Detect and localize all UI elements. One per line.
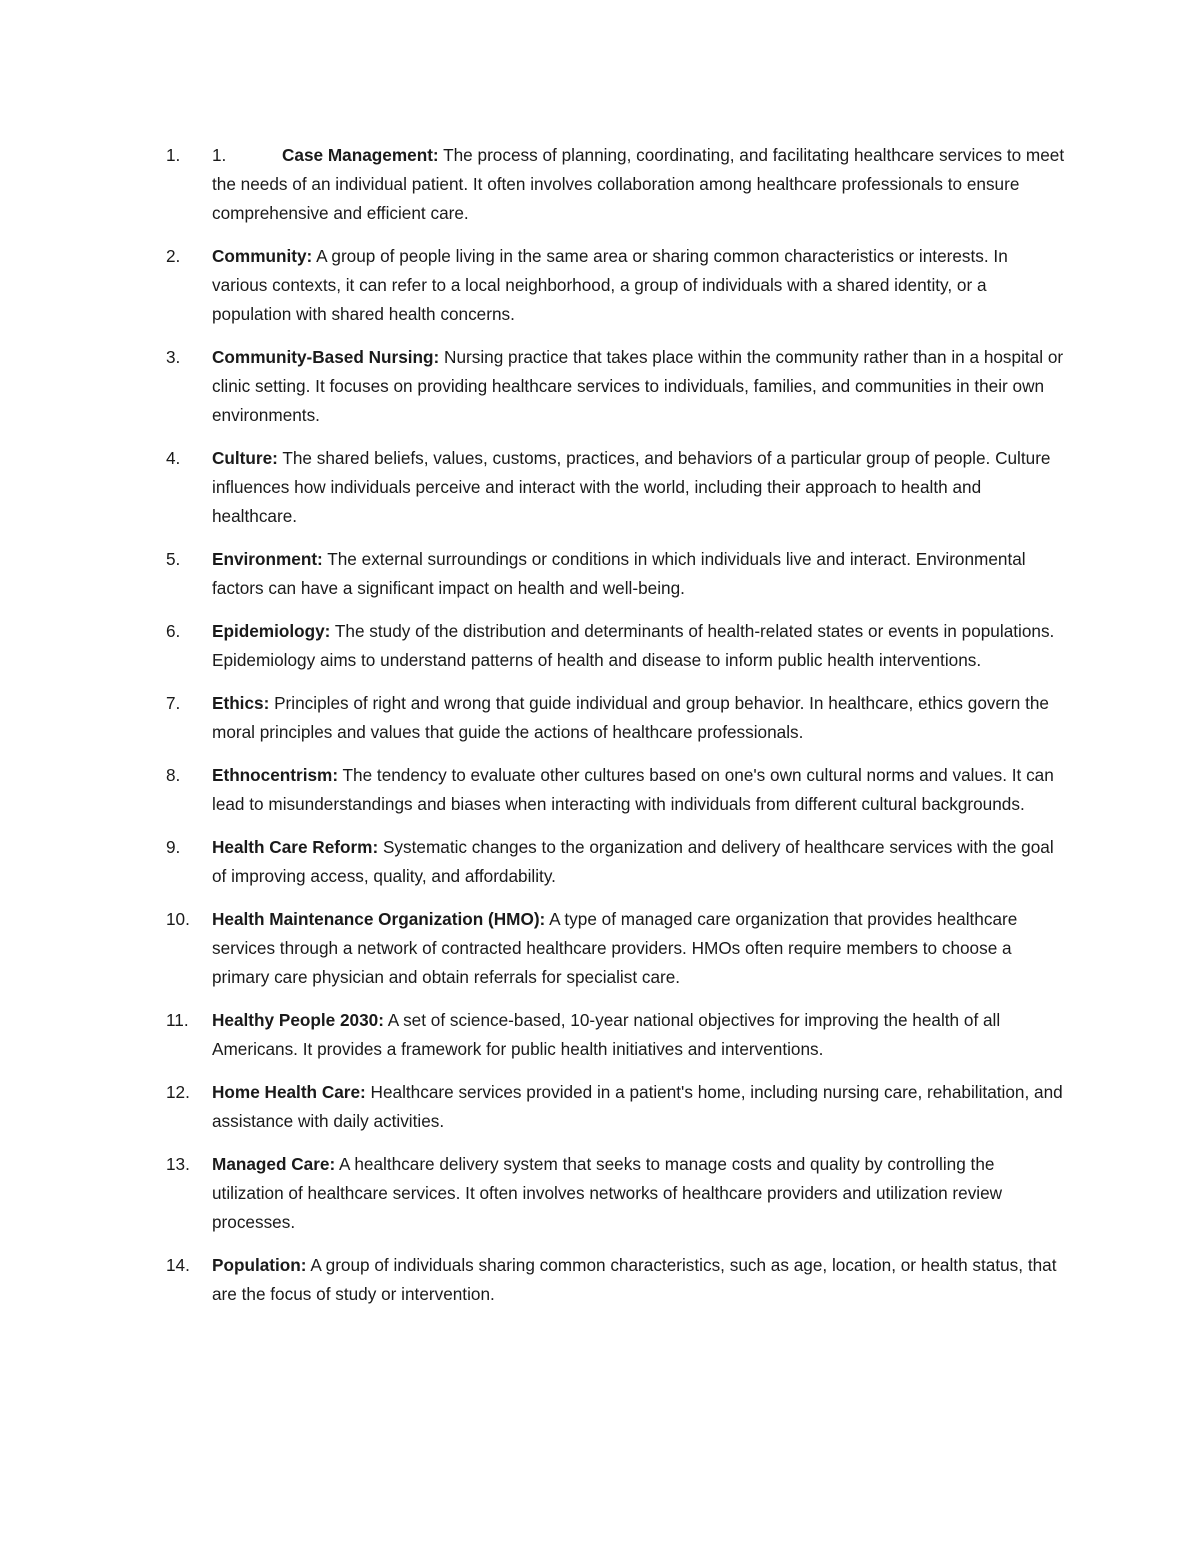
list-item <box>166 617 1066 675</box>
item-body <box>212 905 1066 992</box>
item-term: Healthy People 2030: <box>212 1010 384 1030</box>
list-item <box>166 1150 1066 1237</box>
item-body <box>212 545 1066 603</box>
item-term: Community-Based Nursing: <box>212 347 440 367</box>
item-term: Health Care Reform: <box>212 837 379 857</box>
list-item <box>166 444 1066 531</box>
item-term: Community: <box>212 246 313 266</box>
item-body <box>212 444 1066 531</box>
item-number: 11. <box>166 1010 189 1030</box>
item-number: 7. <box>166 693 181 713</box>
item-definition: Nursing practice that takes place within the community rather than in a hospital or clinic setting. It focuses on providing healthcare services to individuals, families, and communities in their own environments. <box>212 347 1064 425</box>
item-term: Epidemiology: <box>212 621 331 641</box>
item-definition: A group of individuals sharing common characteristics, such as age, location, or health status, that are the focus of study or intervention. <box>212 1255 1057 1304</box>
item-definition: A set of science-based, 10-year national objectives for improving the health of all Americans. It provides a framework for public health initiatives and interventions. <box>212 1010 1001 1059</box>
item-definition: A type of managed care organization that provides healthcare services through a network of contracted healthcare providers. HMOs often require members to choose a primary care physician and obtain referrals for specialist care. <box>212 909 1018 987</box>
item-number: 1. <box>166 145 181 165</box>
item-definition: The external surroundings or conditions in which individuals live and interact. Environmental factors can have a significant impact on health and well-being. <box>212 549 1026 598</box>
item-term: Home Health Care: <box>212 1082 366 1102</box>
item-body <box>212 242 1066 329</box>
item-body <box>212 141 1066 228</box>
item-body <box>212 761 1066 819</box>
list-item <box>166 1078 1066 1136</box>
item-number: 9. <box>166 837 181 857</box>
item-body <box>212 617 1066 675</box>
item-number: 12. <box>166 1082 190 1102</box>
item-definition: A group of people living in the same area or sharing common characteristics or interests. In various contexts, it can refer to a local neighborhood, a group of individuals with a shared identity, or a population with shared health concerns. <box>212 246 1008 324</box>
list-item <box>166 689 1066 747</box>
item-definition: The tendency to evaluate other cultures based on one's own cultural norms and values. It can lead to misunderstandings and biases when interacting with individuals from different cultural backgrounds. <box>212 765 1054 814</box>
item-body <box>212 1251 1066 1309</box>
item-term: Case Management: <box>282 145 439 165</box>
item-definition: Healthcare services provided in a patient's home, including nursing care, rehabilitation, and assistance with daily activities. <box>212 1082 1063 1131</box>
item-number: 6. <box>166 621 181 641</box>
definition-list <box>166 141 1066 1323</box>
item-body <box>212 343 1066 430</box>
item-definition: The process of planning, coordinating, and facilitating healthcare services to meet the needs of an individual patient. It often involves collaboration among healthcare professionals to ensure comprehensive and efficient care. <box>212 145 1065 223</box>
item-body <box>212 1006 1066 1064</box>
item-number: 5. <box>166 549 181 569</box>
list-item <box>166 833 1066 891</box>
item-definition: The shared beliefs, values, customs, practices, and behaviors of a particular group of people. Culture influences how individuals perceive and interact with the world, including their approach to health and healthcare. <box>212 448 1051 526</box>
item-term: Managed Care: <box>212 1154 336 1174</box>
item-term: Population: <box>212 1255 307 1275</box>
item-term: Culture: <box>212 448 278 468</box>
item-number: 8. <box>166 765 181 785</box>
list-item <box>166 1006 1066 1064</box>
item-term: Environment: <box>212 549 323 569</box>
list-item <box>166 141 1066 228</box>
item-body <box>212 1078 1066 1136</box>
item-number: 4. <box>166 448 181 468</box>
item-number: 10. <box>166 909 190 929</box>
item-body <box>212 689 1066 747</box>
list-item <box>166 343 1066 430</box>
list-item <box>166 545 1066 603</box>
item-definition: Systematic changes to the organization and delivery of healthcare services with the goal of improving access, quality, and affordability. <box>212 837 1054 886</box>
list-item <box>166 905 1066 992</box>
item-definition: A healthcare delivery system that seeks to manage costs and quality by controlling the utilization of healthcare services. It often involves networks of healthcare providers and utilization review processes. <box>212 1154 1003 1232</box>
item-number: 13. <box>166 1154 190 1174</box>
item-body <box>212 833 1066 891</box>
item-number: 3. <box>166 347 181 367</box>
item-number: 2. <box>166 246 181 266</box>
item-term: Ethics: <box>212 693 270 713</box>
list-item <box>166 761 1066 819</box>
item-definition: Principles of right and wrong that guide individual and group behavior. In healthcare, ethics govern the moral principles and values that guide the actions of healthcare professionals. <box>212 693 1049 742</box>
inner-number: 1. <box>212 145 227 165</box>
list-item <box>166 242 1066 329</box>
item-definition: The study of the distribution and determinants of health-related states or events in populations. Epidemiology aims to understand patterns of health and disease to inform public health interventions. <box>212 621 1055 670</box>
item-term: Health Maintenance Organization (HMO): <box>212 909 546 929</box>
item-term: Ethnocentrism: <box>212 765 339 785</box>
item-body <box>212 1150 1066 1237</box>
list-item <box>166 1251 1066 1309</box>
item-number: 14. <box>166 1255 190 1275</box>
